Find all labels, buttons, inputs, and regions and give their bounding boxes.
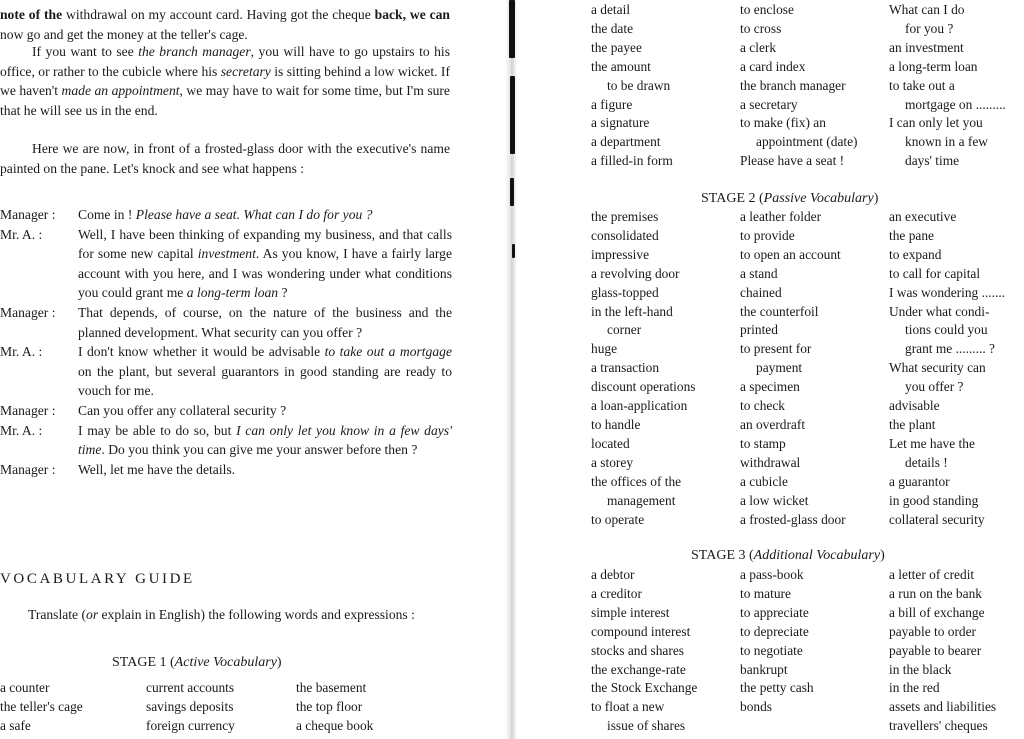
right-page: [585, 0, 1024, 739]
stage-1-column-b: [146, 679, 235, 736]
dialogue-turn: [0, 205, 452, 225]
speaker-label: Manager :: [0, 304, 56, 320]
vocab-item: days' time: [905, 153, 960, 169]
speech-plain: . Do you think you can give me your answer before then ?: [101, 442, 418, 458]
instruction-text: explain in English) the following words and expressions :: [98, 607, 415, 622]
vocab-item: a card index: [740, 58, 806, 74]
stage-label: STAGE 3: [691, 548, 746, 563]
speech-plain: Well, let me have the details.: [78, 461, 236, 477]
stage-subtitle: Active Vocabulary: [174, 655, 277, 670]
vocab-item: What can I do: [889, 2, 965, 17]
vocab-item: the Stock Exchange: [591, 680, 698, 696]
left-page: [0, 0, 470, 739]
vocab-item: a debtor: [591, 567, 635, 582]
speech-plain: on the plant, but several guarantors in good standing are ready to vouch for me.: [78, 363, 452, 399]
vocab-item: a revolving door: [591, 265, 680, 281]
instruction-text: Translate (: [28, 607, 87, 622]
paragraph-frosted-door: Here we are now, in front of a frosted-glass door with the executive's name painted on the pane. Let's knock and see what happens :: [0, 141, 450, 176]
vocabulary-instruction: [0, 605, 446, 625]
speaker-label: Manager :: [0, 402, 56, 418]
scan-mark: [509, 0, 515, 58]
vocab-item: appointment (date): [756, 134, 858, 150]
italic-text: secretary: [220, 63, 271, 79]
vocab-item: a detail: [591, 2, 631, 17]
vocab-item: a storey: [591, 454, 634, 470]
stage-paren: ): [873, 191, 879, 206]
speech-italic: investment: [197, 246, 256, 262]
speech-plain: Can you offer any collateral security ?: [78, 402, 287, 418]
dialogue-turn: [0, 401, 452, 421]
vocab-item: you offer ?: [905, 379, 964, 395]
stage-label: STAGE 1: [112, 655, 167, 670]
stage-3-column-b: [740, 566, 814, 717]
vocab-item: the pane: [889, 227, 934, 243]
vocab-item: a specimen: [740, 379, 800, 395]
vocab-item: the premises: [591, 209, 659, 224]
vocab-item: the exchange-rate: [591, 661, 686, 677]
stage-paren: (: [749, 548, 754, 563]
vocab-item: the amount: [591, 58, 651, 74]
speech-text: [78, 460, 452, 480]
vocab-item: to operate: [591, 511, 645, 527]
dialogue-turn: [0, 342, 452, 401]
body-text: If you want to see: [32, 44, 139, 59]
vocab-item: the basement: [296, 680, 367, 695]
stage-paren: ): [276, 655, 282, 670]
vocab-item: to take out a: [889, 77, 955, 93]
vocab-item: a secretary: [740, 96, 798, 112]
paragraph-branch-manager: [0, 42, 450, 120]
stage-label: STAGE 2: [701, 191, 756, 206]
body-text: , we may have to wait for some time, but I'm sure that he will see us in the end.: [0, 83, 450, 118]
vocab-item: management: [607, 492, 676, 508]
vocab-item: a pass-book: [740, 567, 804, 582]
speaker-label: Manager :: [0, 207, 56, 222]
speech-text: [78, 303, 452, 342]
speech-plain: That depends, of course, on the nature of the business and the planned development. What security can you offer ?: [78, 304, 452, 340]
speech-italic: to take out a mortgage: [324, 344, 452, 360]
vocab-item: for you ?: [905, 20, 954, 36]
speech-italic: Please have a seat. What can I do for you ?: [135, 207, 373, 222]
vocab-item: to present for: [740, 341, 812, 357]
body-text: is sitting behind a low wicket. If we haven't: [0, 63, 450, 99]
vocab-item: savings deposits: [146, 698, 234, 714]
vocab-item: in the black: [889, 661, 952, 677]
vocab-item: simple interest: [591, 604, 670, 620]
vocab-item: a transaction: [591, 360, 660, 376]
scan-mark: [510, 178, 514, 206]
vocab-item: tions could you: [905, 322, 988, 338]
speech-text: [78, 205, 452, 225]
speech-text: [78, 421, 452, 460]
vocab-item: to appreciate: [740, 604, 809, 620]
speech-text: [78, 401, 452, 421]
speech-text: [78, 225, 452, 303]
vocab-item: consolidated: [591, 227, 659, 243]
speech-plain: I may be able to do so, but: [78, 422, 237, 438]
stage-3-column-a: [591, 566, 697, 736]
vocab-item: the date: [591, 20, 634, 36]
vocab-item: a creditor: [591, 585, 642, 601]
vocab-item: Please have a seat !: [740, 153, 845, 169]
vocab-item: an overdraft: [740, 416, 806, 432]
stage-2-column-a: [591, 208, 696, 529]
vocabulary-guide-heading: VOCABULARY GUIDE: [0, 571, 195, 587]
vocab-item: located: [591, 435, 630, 451]
vocab-item: known in a few: [905, 134, 988, 150]
vocab-item: to be drawn: [607, 77, 671, 93]
vocab-item: a bill of exchange: [889, 604, 985, 620]
vocab-item: the payee: [591, 39, 642, 55]
vocab-item: a letter of credit: [889, 567, 975, 582]
italic-text: made an appointment: [61, 83, 180, 99]
speech-italic: I can only let you know in a few days' time: [78, 422, 452, 458]
stage-2-column-c: [889, 208, 1005, 529]
speech-plain: ?: [278, 285, 288, 301]
vocab-item: a run on the bank: [889, 585, 982, 601]
vocab-item: glass-topped: [591, 284, 659, 300]
vocab-item: to make (fix) an: [740, 115, 826, 131]
vocab-item: to mature: [740, 585, 791, 601]
vocab-item: Under what condi-: [889, 303, 990, 319]
dialogue-turn: [0, 460, 452, 480]
vocab-item: mortgage on .........: [905, 96, 1006, 112]
speaker-label: Mr. A. :: [0, 226, 43, 242]
vocab-item: the branch manager: [740, 77, 846, 93]
vocab-item: to negotiate: [740, 642, 803, 658]
body-text: , you will have to go upstairs to his office, or rather to the cubicle where his: [0, 44, 450, 79]
stage-3-heading: [691, 547, 885, 565]
stage-subtitle: Passive Vocabulary: [763, 191, 874, 206]
vocab-item: the plant: [889, 416, 936, 432]
vocab-item: to handle: [591, 416, 641, 432]
vocab-item: payable to order: [889, 623, 976, 639]
vocab-item: chained: [740, 284, 782, 300]
instruction-italic: or: [86, 607, 99, 622]
vocab-item: to cross: [740, 20, 782, 36]
vocab-item: What security can: [889, 360, 986, 376]
speech-text: [78, 342, 452, 401]
stage-3-column-c: [889, 566, 996, 736]
vocab-item: to float a new: [591, 699, 665, 715]
vocab-item: payable to bearer: [889, 642, 982, 658]
vocab-item: to provide: [740, 227, 795, 243]
stage-subtitle: Additional Vocabulary: [753, 548, 881, 563]
bold-text: back, we can: [374, 7, 450, 22]
vocab-item: in good standing: [889, 492, 979, 508]
vocab-item: I was wondering .......: [889, 284, 1006, 300]
vocab-item: bonds: [740, 699, 772, 715]
vocab-item: a figure: [591, 96, 633, 112]
vocab-item: current accounts: [146, 680, 235, 695]
vocab-item: advisable: [889, 398, 940, 414]
vocab-item: a loan-application: [591, 398, 688, 414]
speech-plain: I don't know whether it would be advisable: [78, 344, 325, 360]
vocab-item: a low wicket: [740, 492, 809, 508]
vocab-item: a long-term loan: [889, 58, 978, 74]
vocab-item: a signature: [591, 115, 650, 131]
vocab-item: a filled-in form: [591, 153, 673, 169]
vocab-item: the teller's cage: [0, 698, 83, 714]
vocab-item: details !: [905, 454, 948, 470]
dialogue-turn: [0, 225, 452, 303]
speech-plain: Come in !: [78, 207, 136, 222]
vocab-item: a counter: [0, 680, 50, 695]
stage-paren: (: [170, 655, 175, 670]
speech-plain: . As you know, I have a fairly large account with you here, and I was wondering under what conditions you could grant me: [78, 246, 452, 301]
vocab-item: travellers' cheques: [889, 718, 988, 734]
scan-mark: [512, 244, 515, 258]
vocab-item: to expand: [889, 246, 942, 262]
bold-text: note of the: [0, 7, 63, 22]
vocab-item: discount operations: [591, 379, 696, 395]
vocab-item: collateral security: [889, 511, 985, 527]
vocab-item: a frosted-glass door: [740, 511, 846, 527]
speaker-label: Manager :: [0, 461, 56, 477]
dialogue-turn: [0, 303, 452, 342]
vocab-item: a leather folder: [740, 209, 822, 224]
vocab-item: to call for capital: [889, 265, 981, 281]
italic-text: the branch manager: [138, 44, 251, 59]
vocab-item: issue of shares: [607, 718, 686, 734]
vocab-item: huge: [591, 341, 618, 357]
vocab-item: to depreciate: [740, 623, 809, 639]
vocab-item: to check: [740, 398, 785, 414]
speaker-label: Mr. A. :: [0, 422, 43, 438]
vocab-item: a department: [591, 134, 661, 150]
vocab-item: foreign currency: [146, 717, 235, 733]
vocab-item: to open an account: [740, 246, 841, 262]
vocab-item: grant me ......... ?: [905, 341, 995, 357]
vocab-item: withdrawal: [740, 454, 801, 470]
stage-1-continued-column-c: [889, 1, 1006, 171]
vocab-item: a cubicle: [740, 473, 788, 489]
vocab-item: a guarantor: [889, 473, 950, 489]
speech-italic: a long-term loan: [186, 285, 279, 301]
body-text: withdrawal on my account card. Having got the cheque: [62, 7, 375, 22]
vocab-item: a safe: [0, 717, 31, 733]
stage-1-continued-column-a: [591, 1, 673, 171]
stage-1-column-c: [296, 679, 373, 736]
vocab-item: a clerk: [740, 39, 777, 55]
vocab-item: impressive: [591, 246, 650, 262]
vocab-item: bankrupt: [740, 661, 788, 677]
speech-plain: Well, I have been thinking of expanding my business, and that calls for some new capital: [78, 226, 452, 262]
vocab-item: Let me have the: [889, 435, 975, 451]
stage-paren: ): [880, 548, 885, 563]
dialogue-turn: [0, 421, 452, 460]
speaker-label: Mr. A. :: [0, 344, 43, 360]
vocab-item: the counterfoil: [740, 303, 819, 319]
vocab-item: an investment: [889, 39, 964, 55]
stage-1-column-a: [0, 679, 83, 736]
vocab-item: the petty cash: [740, 680, 814, 696]
scan-mark: [510, 76, 515, 154]
vocab-item: a cheque book: [296, 717, 374, 733]
stage-1-continued-column-b: [740, 1, 858, 171]
vocab-item: stocks and shares: [591, 642, 684, 658]
vocab-item: the offices of the: [591, 473, 682, 489]
vocab-item: in the left-hand: [591, 303, 673, 319]
vocab-item: I can only let you: [889, 115, 983, 131]
body-text: now go and get the money at the teller's cage.: [0, 26, 248, 42]
vocab-item: assets and liabilities: [889, 699, 997, 715]
paragraph-withdrawal: [0, 5, 450, 44]
vocab-item: the top floor: [296, 698, 363, 714]
vocab-item: corner: [607, 322, 642, 338]
stage-2-heading: [701, 190, 878, 208]
vocab-item: an executive: [889, 209, 957, 224]
dialogue: [0, 205, 452, 479]
stage-paren: (: [759, 191, 764, 206]
vocab-item: printed: [740, 322, 778, 338]
vocab-item: payment: [756, 360, 803, 376]
stage-2-column-b: [740, 208, 846, 529]
vocab-item: a stand: [740, 265, 778, 281]
vocab-item: compound interest: [591, 623, 691, 639]
vocab-item: to stamp: [740, 435, 786, 451]
vocab-item: in the red: [889, 680, 940, 696]
stage-1-heading: [112, 654, 282, 672]
vocab-item: to enclose: [740, 2, 794, 17]
